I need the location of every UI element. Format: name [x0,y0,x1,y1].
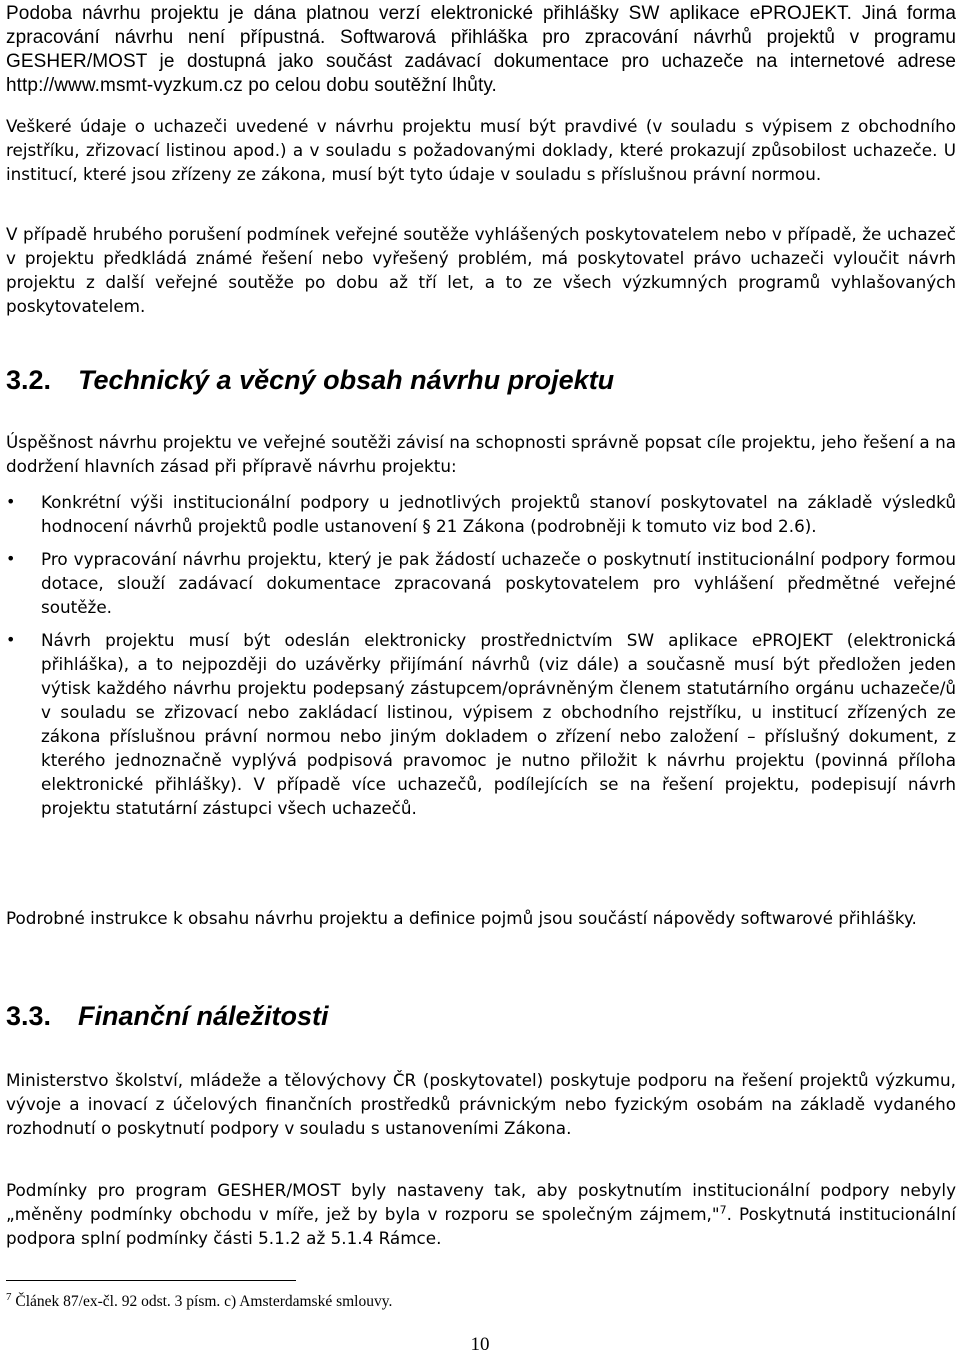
paragraph-text: . Poskytnutá institucionální podpora splní podmínky části 5.1.2 až 5.1.4 Rámce. [6,1204,956,1248]
section-3-2-heading [6,364,956,396]
section-title: Technický a věcný obsah návrhu projektu [78,365,615,395]
footnote [6,1292,392,1312]
section-title: Finanční náležitosti [78,1001,329,1031]
page-number: 10 [470,1334,490,1355]
violation-paragraph: V případě hrubého porušení podmínek veřejné soutěže vyhlášených poskytovatelem nebo v případě, že uchazeč v projektu předkládá známé řešení nebo vyřešený problém, má poskytovatel právo uchazeči vyloučit návrh projektu z další veřejné soutěže po dobu až tří let, a to ze všech výzkumných programů vyhlašovaných poskytovatelem. [6,224,956,316]
section-number: 3.3. [6,1001,52,1031]
principles-list [6,490,956,829]
paragraph-text: Podmínky pro program GESHER/MOST byly nastaveny tak, aby poskytnutím institucionální podpory nebyly „měněny podmínky obchodu v míře, jež by byla v rozporu se společným zájmem," [6,1180,956,1224]
truthful-data-paragraph: Veškeré údaje o uchazeči uvedené v návrhu projektu musí být pravdivé (v souladu s výpisem z obchodního rejstříku, zřizovací listinou apod.) a v souladu s požadovanými doklady, které prokazují způsobilost uchazeče. U institucí, které jsou zřízeny ze zákona, musí být tyto údaje v souladu s příslušnou právní normou. [6,116,956,184]
list-item-text: Pro vypracování návrhu projektu, který je pak žádostí uchazeče o poskytnutí institucionální podpory formou dotace, slouží zadávací dokumentace zpracovaná poskytovatelem pro vyhlášení předmětné veřejné soutěže. [41,549,956,617]
list-item-text: Návrh projektu musí být odeslán elektronicky prostřednictvím SW aplikace ePROJEKT (elektronická přihláška), a to nejpozději do uzávěrky přijímání návrhů (viz dále) a současně musí být předložen jeden výtisk každého návrhu projektu podepsaný zástupcem/oprávněným členem statutárního orgánu uchazeče/ů v souladu se zřizovací nebo zakládací listinou, výpisem z obchodního rejstříku, u institucí zřízených ze zákona příslušnou právní normou nebo jiným dokladem o zřízení nebo založení – příslušný dokument, z kterého jednoznačně vyplývá podpisová pravomoc je nutno přiložit k návrhu projektu (povinná příloha elektronické přihlášky). V případě více uchazečů, podílejících se na řešení projektu, podepisují návrh projektu statutární zástupci všech uchazečů. [41,630,956,818]
list-item [6,547,956,619]
bullet-icon: • [6,492,16,511]
footnote-text: Článek 87/ex-čl. 92 odst. 3 písm. c) Amsterdamské smlouvy. [11,1293,393,1310]
footnote-divider [6,1280,296,1281]
list-item [6,628,956,820]
section-3-3-heading [6,1000,956,1032]
program-conditions-paragraph [6,1178,956,1250]
bullet-icon: • [6,630,16,649]
bullet-icon: • [6,549,16,568]
footnote-number: 7 [6,1290,12,1303]
section-number: 3.2. [6,365,52,395]
help-instructions-paragraph: Podrobné instrukce k obsahu návrhu projektu a definice pojmů jsou součástí nápovědy softwarové přihlášky. [6,908,917,928]
list-item-text: Konkrétní výši institucionální podpory u jednotlivých projektů stanoví poskytovatel na základě výsledků hodnocení návrhů projektů podle ustanovení § 21 Zákona (podrobněji k tomuto viz bod 2.6). [41,492,956,536]
list-item [6,490,956,538]
section-3-2-intro: Úspěšnost návrhu projektu ve veřejné soutěži závisí na schopnosti správně popsat cíle projektu, jeho řešení a na dodržení hlavních zásad při přípravě návrhu projektu: [6,432,956,476]
footnote-reference[interactable]: 7 [719,1203,727,1217]
intro-paragraph: Podoba návrhu projektu je dána platnou verzí elektronické přihlášky SW aplikace ePROJEKT. Jiná forma zpracování návrhu není přípustná. Softwarová přihláška pro zpracování návrhů projektů v programu GESHER/MOST je dostupná jako součást zadávací dokumentace pro uchazeče na internetové adrese http://www.msmt-vyzkum.cz po celou dobu soutěžní lhůty. [6,3,956,96]
ministry-support-paragraph: Ministerstvo školství, mládeže a tělovýchovy ČR (poskytovatel) poskytuje podporu na řešení projektů výzkumu, vývoje a inovací z účelových finančních prostředků právnickým nebo fyzickým osobám na základě vydaného rozhodnutí o poskytnutí podpory v souladu s ustanoveními Zákona. [6,1070,956,1138]
